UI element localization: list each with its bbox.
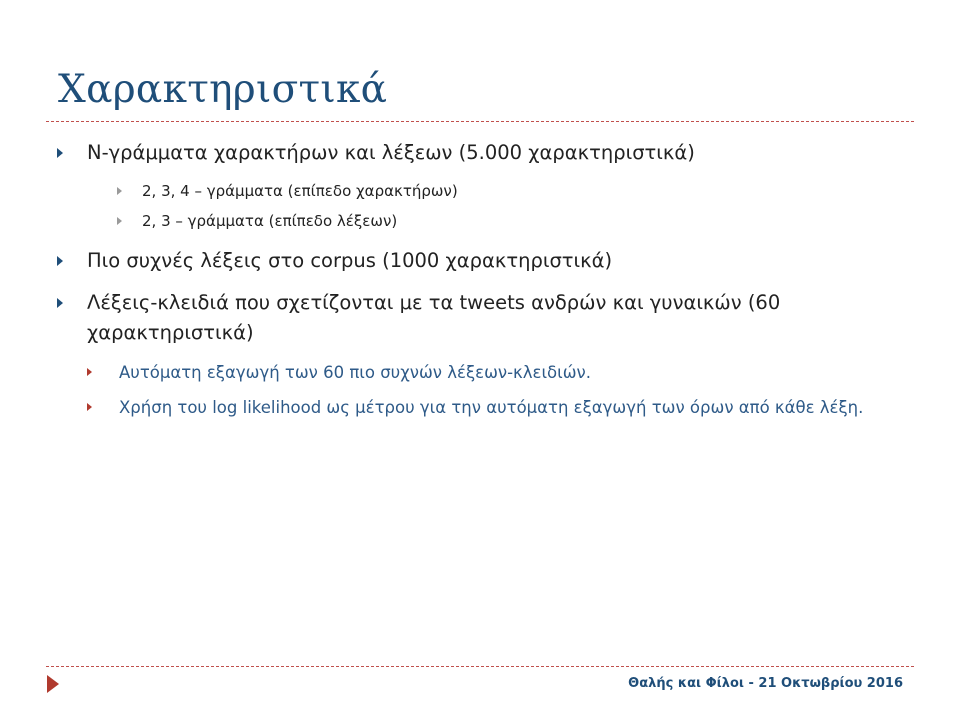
sub-bullet-text: Αυτόματη εξαγωγή των 60 πιο συχνών λέξεων-κλειδιών. — [119, 363, 591, 382]
slide-title: Χαρακτηριστικά — [58, 67, 388, 112]
footer-arrow-icon — [47, 675, 59, 693]
bullet-text: Πιο συχνές λέξεις στο corpus (1000 χαρακτηριστικά) — [87, 249, 613, 272]
sub-bullet-arrow-icon — [117, 217, 122, 225]
bullet-item — [55, 138, 900, 168]
bullet-arrow-icon — [57, 256, 63, 266]
sub-bullet-item — [117, 178, 900, 204]
sub-bullet-arrow-icon — [87, 403, 92, 411]
footer-divider — [46, 666, 914, 667]
bullet-arrow-icon — [57, 148, 63, 158]
sub-bullet-text: 2, 3, 4 – γράμματα (επίπεδο χαρακτήρων) — [142, 182, 458, 200]
title-divider — [46, 121, 914, 122]
sub-bullet-item — [87, 393, 900, 422]
sub-bullet-arrow-icon — [117, 187, 122, 195]
bullet-item — [55, 288, 900, 348]
bullet-text: Λέξεις-κλειδιά που σχετίζονται με τα tweets ανδρών και γυναικών (60 χαρακτηριστικά) — [87, 291, 781, 344]
sub-bullet-text: 2, 3 – γράμματα (επίπεδο λέξεων) — [142, 212, 398, 230]
bullet-arrow-icon — [57, 298, 63, 308]
bullet-item — [55, 246, 900, 276]
slide-footer: Θαλής και Φίλοι - 21 Οκτωβρίου 2016 — [628, 676, 903, 691]
sub-bullet-item — [87, 358, 900, 387]
sub-bullet-text: Χρήση του log likelihood ως μέτρου για την αυτόματη εξαγωγή των όρων από κάθε λέξη. — [119, 398, 864, 417]
bullet-text: N-γράμματα χαρακτήρων και λέξεων (5.000 χαρακτηριστικά) — [87, 141, 695, 164]
bullet-list — [55, 132, 900, 422]
sub-bullet-arrow-icon — [87, 368, 92, 376]
sub-bullet-item — [117, 208, 900, 234]
